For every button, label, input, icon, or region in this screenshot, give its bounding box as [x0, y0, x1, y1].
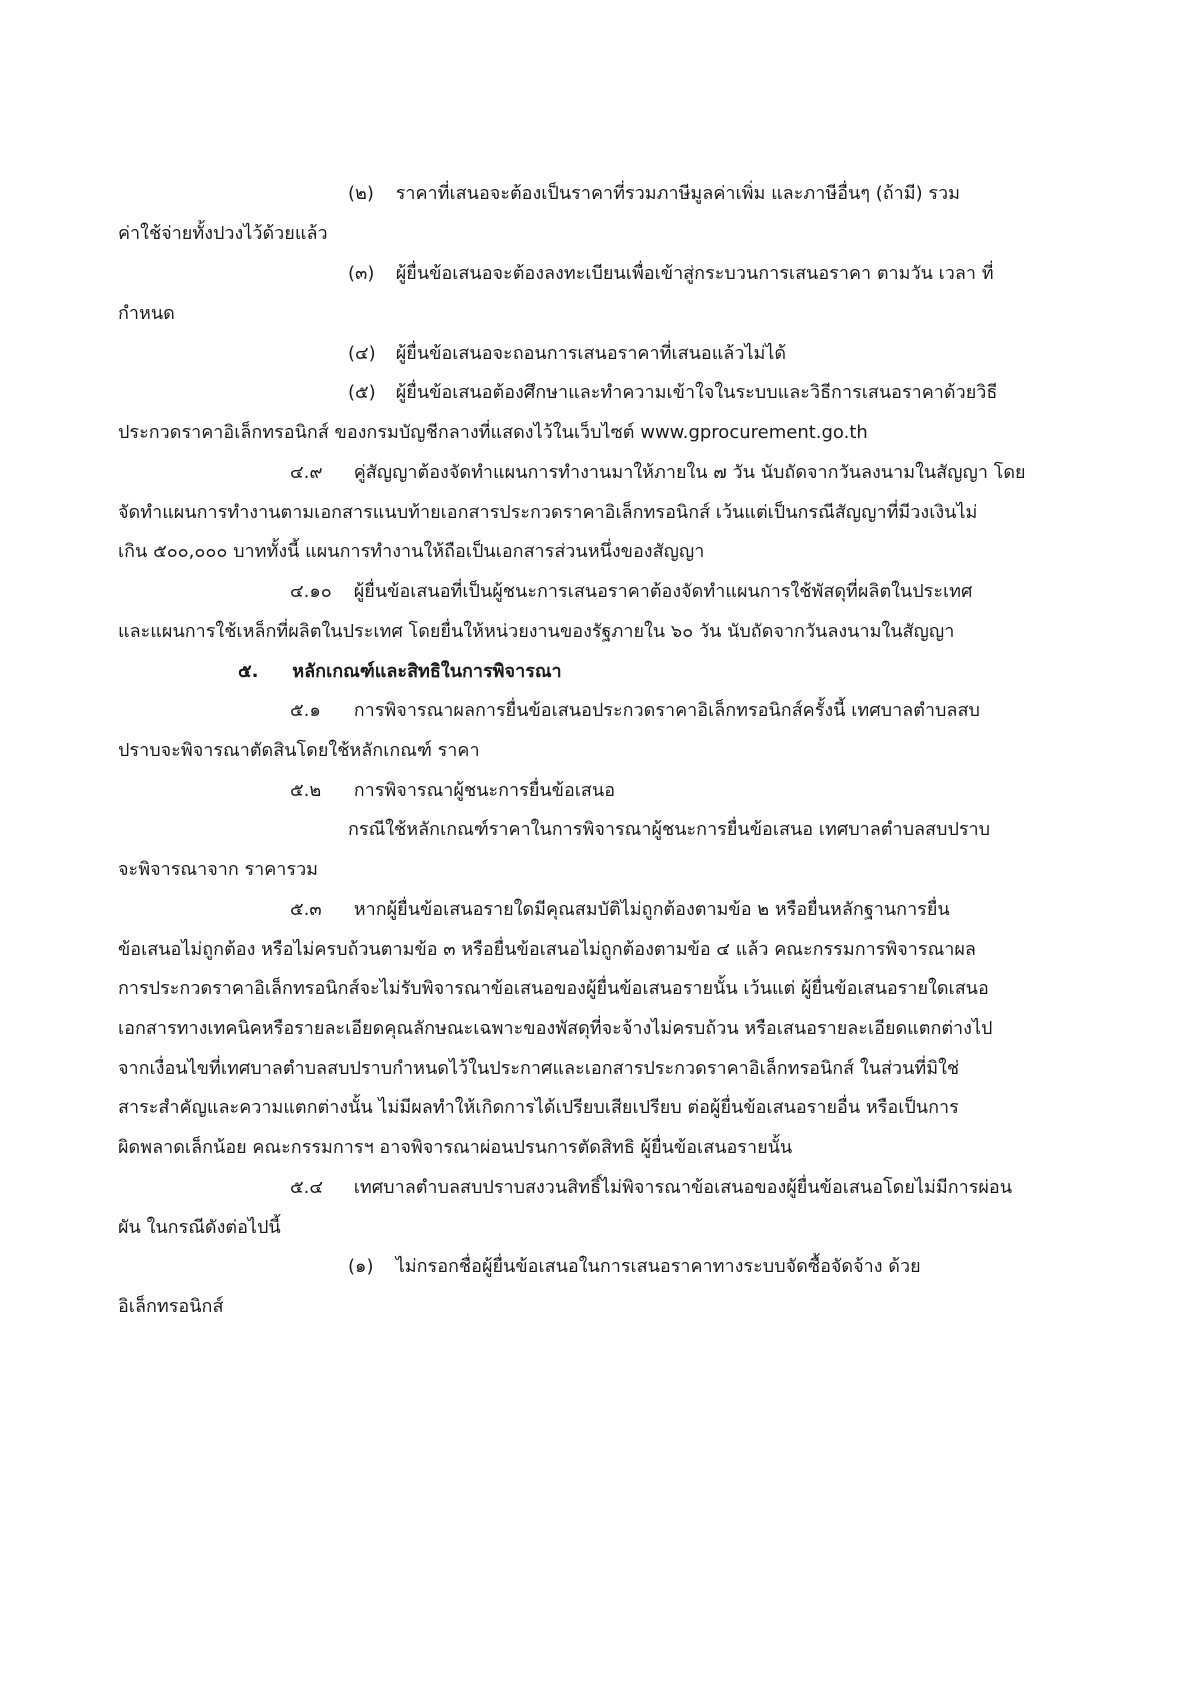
section-number: ๕.๑: [290, 700, 321, 721]
item-number: (๓): [348, 263, 375, 284]
section-4-10-line-1: [290, 580, 972, 604]
section-text: เทศบาลตำบลสบปราบสงวนสิทธิ์ไม่พิจารณาข้อเสนอของผู้ยื่นข้อเสนอโดยไม่มีการผ่อน: [353, 1177, 1013, 1198]
item-5-line-1: [348, 381, 997, 405]
item-text: ไม่กรอกชื่อผู้ยื่นข้อเสนอในการเสนอราคาทางระบบจัดซื้อจัดจ้าง ด้วย: [395, 1256, 921, 1277]
section-5-3-line-4: เอกสารทางเทคนิคหรือรายละเอียดคุณลักษณะเฉพาะของพัสดุที่จะจ้างไม่ครบถ้วน หรือเสนอรายละเอียดแตกต่างไป: [118, 1018, 993, 1039]
section-5-2-line-3: จะพิจารณาจาก ราคารวม: [118, 859, 319, 880]
section-5-3-line-1: [290, 898, 950, 922]
item-number: (๑): [348, 1256, 374, 1277]
item-2-line-2: ค่าใช้จ่ายทั้งปวงไว้ด้วยแล้ว: [118, 223, 328, 244]
section-5-3-line-3: การประกวดราคาอิเล็กทรอนิกส์จะไม่รับพิจารณาข้อเสนอของผู้ยื่นข้อเสนอรายนั้น เว้นแต่ ผู้ยื่นข้อเสนอรายใดเสนอ: [118, 978, 989, 999]
section-5-1-line-1: [290, 699, 980, 723]
section-text: การพิจารณาผู้ชนะการยื่นข้อเสนอ: [353, 780, 616, 801]
section-5-3-line-2: ข้อเสนอไม่ถูกต้อง หรือไม่ครบถ้วนตามข้อ ๓ หรือยื่นข้อเสนอไม่ถูกต้องตามข้อ ๔ แล้ว คณะกรรมการพิจารณาผล: [118, 939, 976, 960]
section-5-4-item-1-line-1: [348, 1255, 921, 1279]
section-4-9-line-1: [290, 461, 1026, 485]
section-number: ๕.๒: [290, 780, 322, 801]
section-text: คู่สัญญาต้องจัดทำแผนการทำงานมาให้ภายใน ๗ วัน นับถัดจากวันลงนามในสัญญา โดย: [353, 462, 1026, 483]
item-3-line-2: กำหนด: [118, 303, 175, 324]
section-text: ผู้ยื่นข้อเสนอที่เป็นผู้ชนะการเสนอราคาต้องจัดทำแผนการใช้พัสดุที่ผลิตในประเทศ: [353, 581, 973, 602]
item-text: ราคาที่เสนอจะต้องเป็นราคาที่รวมภาษีมูลค่าเพิ่ม และภาษีอื่นๆ (ถ้ามี) รวม: [395, 183, 961, 204]
item-number: (๒): [348, 183, 374, 204]
section-4-9-line-2: จัดทำแผนการทำงานตามเอกสารแนบท้ายเอกสารประกวดราคาอิเล็กทรอนิกส์ เว้นแต่เป็นกรณีสัญญาที่มีวงเงินไม่: [118, 502, 978, 523]
section-5-2-line-2: กรณีใช้หลักเกณฑ์ราคาในการพิจารณาผู้ชนะการยื่นข้อเสนอ เทศบาลตำบลสบปราบ: [348, 819, 991, 840]
section-4-10-line-2: และแผนการใช้เหล็กที่ผลิตในประเทศ โดยยื่นให้หน่วยงานของรัฐภายใน ๖๐ วัน นับถัดจากวันลงนามในสัญญา: [118, 621, 955, 642]
section-5-4-item-1-line-2: อิเล็กทรอนิกส์: [118, 1296, 224, 1317]
section-number: ๔.๑๐: [290, 581, 332, 602]
section-5-4-line-1: [290, 1176, 1012, 1200]
item-3-line-1: [348, 262, 994, 286]
section-number: ๕.: [238, 661, 259, 682]
section-title: หลักเกณฑ์และสิทธิในการพิจารณา: [292, 661, 562, 682]
item-4-line-1: [348, 342, 786, 366]
section-text: การพิจารณาผลการยื่นข้อเสนอประกวดราคาอิเล็กทรอนิกส์ครั้งนี้ เทศบาลตำบลสบ: [353, 700, 980, 721]
section-5-1-line-2: ปราบจะพิจารณาตัดสินโดยใช้หลักเกณฑ์ ราคา: [118, 740, 480, 761]
section-number: ๕.๔: [290, 1177, 323, 1198]
section-5-3-line-7: ผิดพลาดเล็กน้อย คณะกรรมการฯ อาจพิจารณาผ่อนปรนการตัดสิทธิ ผู้ยื่นข้อเสนอรายนั้น: [118, 1137, 793, 1158]
item-text: ผู้ยื่นข้อเสนอจะต้องลงทะเบียนเพื่อเข้าสู่กระบวนการเสนอราคา ตามวัน เวลา ที่: [395, 263, 994, 284]
section-text: หากผู้ยื่นข้อเสนอรายใดมีคุณสมบัติไม่ถูกต้องตามข้อ ๒ หรือยื่นหลักฐานการยื่น: [353, 899, 950, 920]
section-5-heading: [238, 660, 562, 684]
section-5-3-line-6: สาระสำคัญและความแตกต่างนั้น ไม่มีผลทำให้เกิดการได้เปรียบเสียเปรียบ ต่อผู้ยื่นข้อเสนอรายอื่น หรือเป็นการ: [118, 1097, 959, 1118]
section-5-3-line-5: จากเงื่อนไขที่เทศบาลตำบลสบปราบกำหนดไว้ในประกาศและเอกสารประกวดราคาอิเล็กทรอนิกส์ ในส่วนที่มิใช่: [118, 1058, 960, 1079]
item-2-line-1: [348, 182, 960, 206]
section-number: ๕.๓: [290, 899, 322, 920]
section-5-4-line-2: ผัน ในกรณีดังต่อไปนี้: [118, 1217, 281, 1238]
section-4-9-line-3: เกิน ๕๐๐,๐๐๐ บาททั้งนี้ แผนการทำงานให้ถือเป็นเอกสารส่วนหนึ่งของสัญญา: [118, 541, 705, 562]
item-number: (๔): [348, 343, 376, 364]
section-number: ๔.๙: [290, 462, 323, 483]
section-5-2-line-1: [290, 779, 615, 803]
item-5-line-2: ประกวดราคาอิเล็กทรอนิกส์ ของกรมบัญชีกลางที่แสดงไว้ในเว็บไซต์ www.gprocurement.go.th: [118, 422, 868, 443]
item-number: (๕): [348, 382, 376, 403]
item-text: ผู้ยื่นข้อเสนอต้องศึกษาและทำความเข้าใจในระบบและวิธีการเสนอราคาด้วยวิธี: [395, 382, 998, 403]
item-text: ผู้ยื่นข้อเสนอจะถอนการเสนอราคาที่เสนอแล้วไม่ได้: [395, 343, 787, 364]
